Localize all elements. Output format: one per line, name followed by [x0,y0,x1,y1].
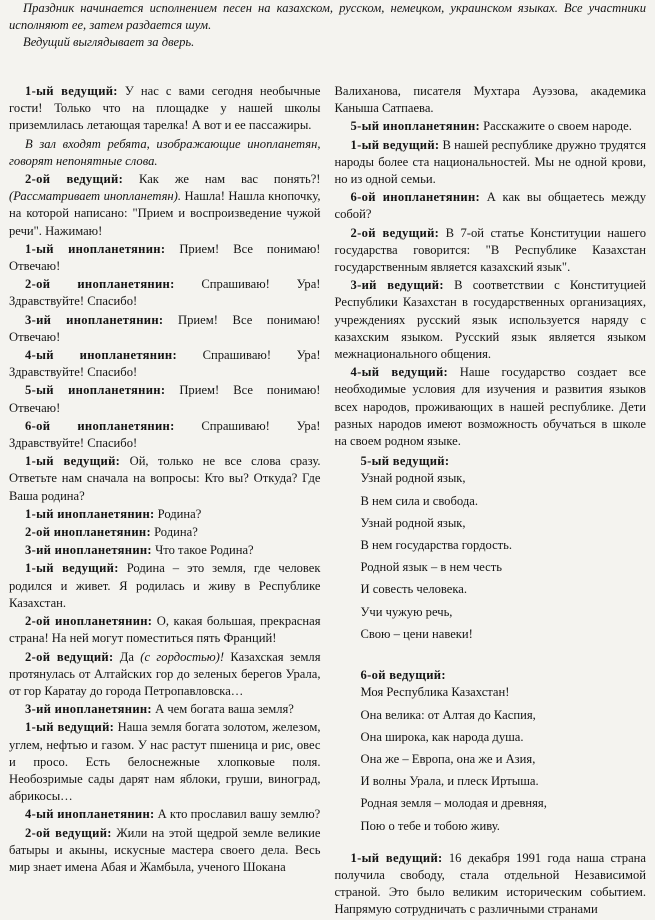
dialogue-line [9,453,321,505]
dialogue-line [335,118,647,135]
speaker-name: 1-ый ведущий: [350,137,440,152]
speech-text: В нашей республике дружно трудятся народы более ста национальностей. Мы не одной крови, но из одной семьи. [334,137,647,187]
stage-direction: В зал входят ребята, изображающие инопланетян, говорят непонятные слова. [9,136,321,168]
speaker-name: 1-ый инопланетянин: [25,241,166,256]
poem-line: Моя Республика Казахстан! [360,685,510,700]
dialogue-line [9,701,321,718]
speech-text: Родина – это земля, где человек родился и живет. Я родилась и живу в Республике Казахстан. [9,561,321,610]
dialogue-line [9,136,321,170]
poem-line: И волны Урала, и плеск Иртыша. [360,774,539,789]
poem-line: Узнай родной язык, [360,515,466,530]
final-text: 16 декабря 1991 года наша страна получила свободу, стала отдельной Независимой страной. Это было великим историческим событием. Напрямую сотрудничать с различными странами [334,850,646,917]
speaker-name: 4-ый инопланетянин: [25,807,155,822]
intro-line-1: Праздник начинается исполнением песен на казахском, русском, немецком, украинском языках. Все участники исполняют ее, затем раздается шум. [9,1,646,32]
speaker-name: 6-ой инопланетянин: [25,418,175,433]
poem-line: В нем сила и свобода. [360,493,478,508]
speaker-name: 5-ый инопланетянин: [350,119,480,134]
poem-1-lines [361,470,647,643]
poem-line: Родная земля – молодая и древняя, [360,796,547,811]
poem-line: Узнай родной язык, [360,471,466,486]
speech-text: Как же нам вас понять?! [123,172,321,187]
speaker-name: 1-ый ведущий: [25,454,121,469]
speech-text: О, какая большая, прекрасная страна! На ней могут поместиться пять Франций! [9,614,321,646]
speech-text: Родина? [154,506,202,521]
dialogue-line [9,542,321,559]
stage-direction: (Рассматривает инопланетян). [9,189,182,204]
dialogue-line [9,312,321,346]
speech-text: У нас с вами сегодня необычные гости! Только что на площадке у нашей школы приземлилась летающая тарелка! А вот и ее пассажиры. [9,84,321,133]
speech-text: В соответствии с Конституцией Республики Казахстан в государственных организациях, учреждениях русский язык используется наряду с казахским языком. Русский язык является языком межнационального общения. [334,278,646,362]
poem-line: Она же – Европа, она же и Азия, [360,751,536,766]
speech-text: Валиханова, писателя Мухтара Ауэзова, академика Каныша Сатпаева. [334,84,646,116]
dialogue-line [9,347,321,381]
dialogue-line [9,83,321,135]
poem-line: Родной язык – в нем честь [360,560,503,575]
dialogue-line [9,524,321,541]
speech-text: А чем богата ваша земля? [151,702,294,717]
speaker-name: 2-ой ведущий: [25,172,124,187]
right-paragraphs [335,83,647,450]
speech-text: Прием! Все понимаю! Отвечаю! [9,312,321,344]
speaker-name: 3-ий инопланетянин: [25,312,164,327]
speech-text: Прием! Все понимаю! Отвечаю! [9,241,321,274]
final-speaker: 1-ый ведущий: [350,850,443,865]
dialogue-line [335,189,647,223]
dialogue-line [9,560,321,612]
speech-text: В 7-ой статье Конституции нашего государства говорится: "В Республике Казахстан государственным является казахский язык". [334,225,646,275]
dialogue-line [9,649,321,701]
speech-text: Спрашиваю! Ура! Здравствуйте! Спасибо! [9,418,321,451]
speech-text: Спрашиваю! Ура! Здравствуйте! Спасибо! [9,348,321,380]
poem-2 [361,667,647,835]
speaker-name: 2-ой ведущий: [25,825,112,840]
poem-line: Пою о тебе и тобою живу. [360,818,500,833]
speaker-name: 2-ой инопланетянин: [25,614,153,629]
speaker-name: 1-ый инопланетянин: [25,506,155,521]
speaker-name: 6-ой инопланетянин: [350,190,481,205]
poem-2-speaker: 6-ой ведущий: [360,668,446,683]
dialogue-line [9,506,321,523]
poem-line: Учи чужую речь, [360,604,453,619]
dialogue-line [335,277,647,363]
speech-text: Спрашиваю! Ура! Здравствуйте! Спасибо! [9,277,321,309]
dialogue-line [335,137,647,189]
stage-direction: (с гордостью)! [140,649,225,664]
speech-text: А как вы общаетесь между собой? [334,190,646,222]
dialogue-line [9,719,321,805]
stage-directions-intro [9,0,646,51]
poem-line: И совесть человека. [360,582,468,597]
speech-text: Прием! Все понимаю! Отвечаю! [9,383,321,415]
two-column-body [9,83,646,920]
poem-1-speaker: 5-ый ведущий: [360,454,450,469]
speech-text: Жили на этой щедрой земле великие батыры и акыны, искусные мастера своего дела. Весь мир знает имена Абая и Жамбыла, ученого Шокана [9,825,321,874]
left-column [9,83,321,920]
speaker-name: 2-ой ведущий: [350,225,440,240]
dialogue-line [9,382,321,416]
dialogue-line [335,225,647,277]
speaker-name: 1-ый ведущий: [25,84,118,98]
speech-text: Наше государство создает все необходимые условия для изучения и развития языков всех народов, проживающих в нашей республике. Дети разных народов имеют возможность обучаться в школе на своем родном языке. [334,365,646,449]
speaker-name: 5-ый инопланетянин: [25,383,166,398]
poem-line: Она велика: от Алтая до Каспия, [360,707,536,722]
speech-text: Родина? [150,525,198,540]
speaker-name: 4-ый ведущий: [350,365,448,380]
right-column [335,83,647,920]
speech-text: Нашла! Нашла кнопочку, на которой написано: "Прием и воспроизведение чужой речи". Нажимаю! [9,189,321,238]
dialogue-line [335,364,647,450]
poem-line: В нем государства гордость. [360,538,513,553]
speaker-name: 3-ий инопланетянин: [25,702,152,717]
intro-line-2: Ведущий выглядывает за дверь. [23,35,195,49]
speech-text: Что такое Родина? [151,543,254,558]
dialogue-line [9,825,321,877]
speech-text: Казахская земля протянулась от Алтайских гор до зеленых берегов Урала, от гор Каратау до города Петропавловска… [9,649,321,698]
speech-text: Расскажите о своем народе. [480,119,632,134]
poem-line: Свою – цени навеки! [360,626,473,641]
dialogue-line [9,806,321,823]
dialogue-line [335,83,647,117]
speech-text: Да [113,649,141,664]
speech-text: Ой, только не все слова сразу. Ответьте нам сначала на вопросы: Кто вы? Откуда? Где Ваша родина? [9,454,321,503]
dialogue-line [9,241,321,275]
speech-text: А кто прославил вашу землю? [154,807,321,822]
dialogue-line [9,613,321,647]
poem-2-lines [361,684,647,834]
speaker-name: 1-ый ведущий: [25,720,115,735]
final-paragraph [335,850,647,919]
poem-1 [361,453,647,643]
poem-line: Она широка, как народа душа. [360,729,524,744]
speaker-name: 3-ий инопланетянин: [25,543,152,558]
speaker-name: 3-ий ведущий: [350,278,444,293]
speaker-name: 2-ой инопланетянин: [25,277,175,292]
dialogue-line [9,418,321,452]
speaker-name: 2-ой инопланетянин: [25,525,151,540]
speaker-name: 4-ый инопланетянин: [25,348,177,363]
speaker-name: 1-ый ведущий: [25,561,119,576]
dialogue-line [9,276,321,310]
dialogue-line [9,171,321,240]
speech-text: Наша земля богата золотом, железом, углем, нефтью и газом. У нас растут пшеница и рис, овес и просо. Есть белоснежные хлопковые поля. Необозримые сады дарят нам яблоки, груши, виноград, абрикосы… [9,720,321,804]
speaker-name: 2-ой ведущий: [25,649,114,664]
